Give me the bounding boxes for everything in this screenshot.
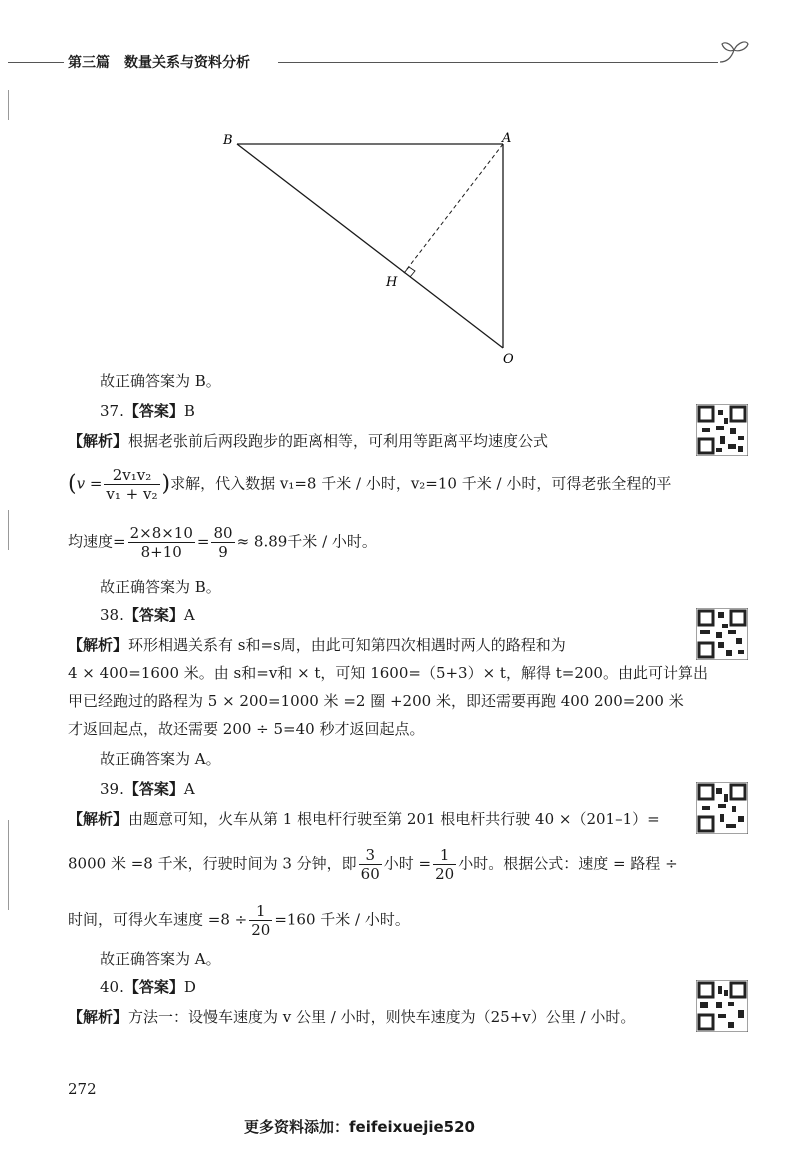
fraction: $\frac{80}{9}$ (213, 524, 233, 561)
qr-code-icon[interactable] (696, 980, 748, 1032)
analysis-label: 【解析】 (68, 810, 129, 828)
question-39-analysis-line1 (68, 808, 660, 830)
question-38-answer (100, 604, 195, 626)
answer-conclusion: 故正确答案为 A。 (100, 750, 221, 768)
page-number: 272 (68, 1080, 97, 1098)
answer-conclusion: 故正确答案为 A。 (100, 950, 221, 968)
analysis-text: 方法一：设慢车速度为 v 公里 / 小时，则快车速度为（25+v）公里 / 小时。 (128, 1008, 636, 1026)
label-h: H (386, 275, 398, 290)
question-38-analysis-line2: 4 × 400=1600 米。由 s和=v和 × t，可知 1600=（5+3）× t，解得 t=200。由此可计算出 (68, 664, 708, 682)
header-rule-right (278, 62, 718, 63)
chapter-header (68, 52, 264, 72)
analysis-text: 根据老张前后两段跑步的距离相等，可利用等距离平均速度公式 (128, 432, 549, 450)
header-rule-left (8, 62, 64, 63)
leaf-icon (718, 36, 752, 64)
question-40-analysis-line1 (68, 1006, 635, 1028)
fraction: $\frac{1}{20}$ (251, 902, 271, 939)
analysis-label: 【解析】 (68, 636, 129, 654)
question-number: 40. (100, 978, 124, 996)
label-a: A (502, 131, 512, 146)
analysis-text: 由题意可知，火车从第 1 根电杆行驶至第 201 根电杆共行驶 40 ×（201–1）= (128, 810, 660, 828)
question-39-answer (100, 778, 195, 800)
question-number: 37. (100, 402, 124, 420)
segment-bo (237, 144, 503, 348)
label-b: B (223, 133, 233, 148)
answer-value: D (183, 978, 196, 996)
qr-code-icon[interactable] (696, 782, 748, 834)
label-o: O (503, 352, 514, 367)
fraction: $\frac{1}{20}$ (435, 846, 455, 883)
question-37-analysis-line3: 均速度= $\frac{2\times 8\times 10}{8+10}$ = $\frac{80}{9}$ ≈ 8.89千米 / 小时。 (68, 524, 377, 561)
analysis-text: 求解，代入数据 v₁=8 千米 / 小时，v₂=10 千米 / 小时，可得老张全程的平 (170, 474, 672, 493)
qr-code-icon[interactable] (696, 608, 748, 660)
question-37-answer (100, 400, 195, 422)
triangle-diagram (215, 128, 525, 368)
question-38-analysis-line4: 才返回起点，故还需要 200 ÷ 5=40 秒才返回起点。 (68, 720, 425, 738)
answer-label: 【答案】 (123, 606, 184, 624)
formula-fraction: $\frac{\text{2v₁v₂}}{\text{v₁ + v₂}}$ (106, 466, 158, 503)
answer-label: 【答案】 (123, 402, 184, 420)
answer-value: A (183, 606, 195, 624)
answer-value: B (183, 402, 195, 420)
chapter-part: 第三篇 (68, 55, 110, 71)
segment-ah-dashed (404, 144, 503, 273)
qr-code-icon[interactable] (696, 404, 748, 456)
edge-mark (8, 510, 9, 550)
chapter-title: 数量关系与资料分析 (124, 55, 250, 71)
answer-value: A (183, 780, 195, 798)
fraction: $\frac{2\times 8\times 10}{8+10}$ (129, 524, 193, 561)
fraction: $\frac{3}{60}$ (360, 846, 380, 883)
question-39-analysis-line3: 时间，可得火车速度 =8 ÷ $\frac{1}{20}$ =160 千米 / 小时。 (68, 902, 410, 939)
footer-watermark: 更多资料添加：feifeixuejie520 (244, 1118, 475, 1136)
question-37-analysis-line2: (v = $\frac{\text{2v₁v₂}}{\text{v₁ + v₂}}$ )求解，代入数据 v₁=8 千米 / 小时，v₂=10 千米 / 小时，可得老张全程的平 (68, 466, 672, 503)
answer-conclusion: 故正确答案为 B。 (100, 372, 221, 390)
answer-conclusion: 故正确答案为 B。 (100, 578, 221, 596)
edge-mark (8, 820, 9, 910)
question-38-analysis-line1 (68, 634, 566, 656)
analysis-text: 环形相遇关系有 s和=s周，由此可知第四次相遇时两人的路程和为 (128, 636, 566, 654)
question-40-answer (100, 976, 196, 998)
answer-label: 【答案】 (123, 978, 184, 996)
question-number: 39. (100, 780, 124, 798)
analysis-label: 【解析】 (68, 432, 129, 450)
formula-lhs: v = (76, 474, 103, 493)
question-38-analysis-line3: 甲已经跑过的路程为 5 × 200=1000 米 =2 圈 +200 米，即还需要再跑 400 200=200 米 (68, 692, 684, 710)
answer-label: 【答案】 (123, 780, 184, 798)
edge-mark (8, 90, 9, 120)
question-39-analysis-line2: 8000 米 =8 千米，行驶时间为 3 分钟，即 $\frac{3}{60}$ 小时 = $\frac{1}{20}$ 小时。根据公式：速度 = 路程 ÷ (68, 846, 678, 883)
question-37-analysis-line1 (68, 430, 548, 452)
analysis-label: 【解析】 (68, 1008, 129, 1026)
question-number: 38. (100, 606, 124, 624)
